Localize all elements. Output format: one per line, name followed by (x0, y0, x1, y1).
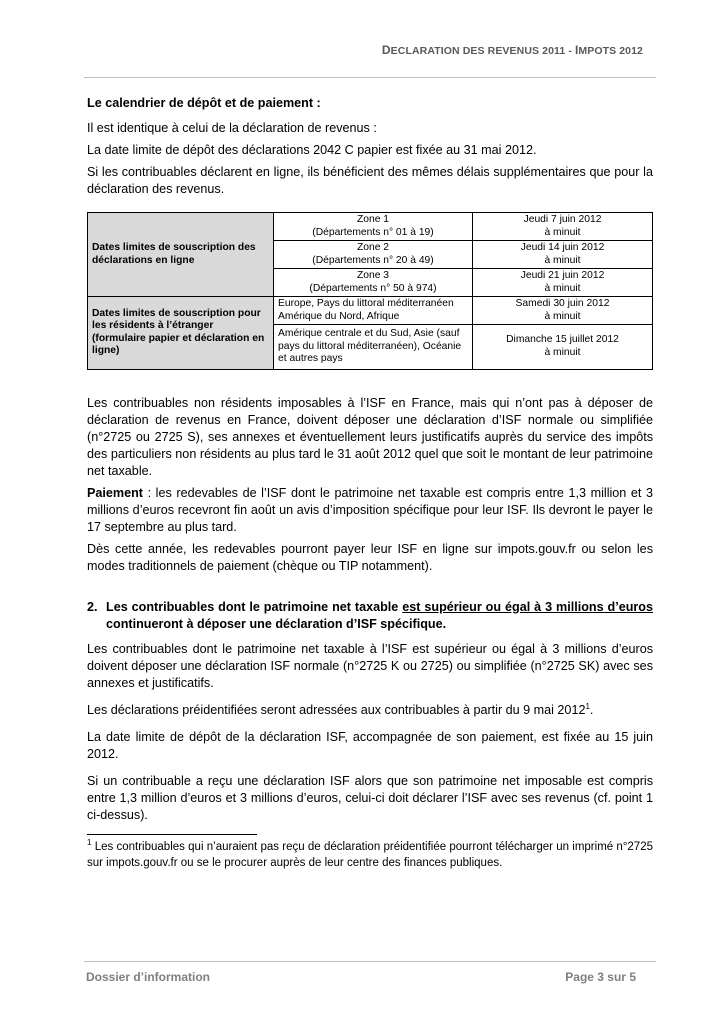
zone1-date-cell (473, 213, 653, 241)
header-d: D (381, 43, 391, 57)
zone3-date-cell (473, 269, 653, 297)
footnote-mark: 1 (87, 837, 92, 847)
zone3-depts: (Départements n° 50 à 974) (309, 282, 437, 294)
abroad1-region-cell: Europe, Pays du littoral méditerranéen Amérique du Nord, Afrique (274, 297, 473, 325)
zone3-time: à minuit (544, 282, 581, 294)
zone1-cell (274, 213, 473, 241)
heading-underlined: est supérieur ou égal à 3 millions d’euros (402, 599, 653, 614)
preidentified-text: Les déclarations préidentifiées seront adressées aux contribuables à partir du 9 mai 2012 (87, 702, 586, 717)
zone2-time: à minuit (544, 254, 581, 266)
table-row (88, 297, 653, 325)
abroad1-time: à minuit (544, 310, 581, 322)
table-row (88, 213, 653, 241)
footer-title: Dossier d’information (86, 970, 211, 984)
abroad2-date: Dimanche 15 juillet 2012 (506, 334, 619, 346)
payment-label: Paiement (87, 485, 143, 500)
section-2-title (87, 599, 653, 633)
section2-paragraph-1: Les contribuables dont le patrimoine net taxable à l’ISF est supérieur ou égal à 3 millions d’euros doivent déposer une déclaration ISF normale (n°2725 K ou 2725) ou simplifiée (n°2725 SK) avec ses annexes et justificatifs. (87, 641, 653, 690)
zone2-name: Zone 2 (356, 242, 390, 253)
payment-text: : les redevables de l’ISF dont le patrimoine net taxable est compris entre 1,3 million et 3 millions d’euros recevront fin août un avis d’imposition spécifique pour leur ISF. Ils devront le payer le 17 septembre au plus tard. (87, 485, 653, 534)
section-number: 2. (87, 599, 98, 614)
zone1-date: Jeudi 7 juin 2012 (523, 214, 602, 225)
page-number: Page 3 sur 5 (565, 970, 636, 984)
zone2-cell (274, 241, 473, 269)
abroad2-time: à minuit (544, 346, 581, 358)
preidentified-end: . (589, 702, 594, 717)
zone3-date: Jeudi 21 juin 2012 (520, 270, 605, 281)
footer-rule (84, 961, 656, 962)
calendar-paragraph-1: Il est identique à celui de la déclaration de revenus : (87, 121, 377, 135)
zone1-depts: (Départements n° 01 à 19) (312, 226, 434, 238)
zone2-date: Jeudi 14 juin 2012 (520, 242, 605, 253)
online-payment-paragraph: Dès cette année, les redevables pourront payer leur ISF en ligne sur impots.gouv.fr ou selon les modes traditionnels de paiement (chèque ou TIP notamment). (87, 541, 653, 573)
footnote-ref: 1 (585, 701, 590, 711)
section2-paragraph-3: La date limite de dépôt de la déclaration ISF, accompagnée de son paiement, est fixée au 15 juin 2012. (87, 729, 653, 761)
abroad1-date-cell (473, 297, 653, 325)
deadline-table (87, 212, 653, 370)
footnote-text: Les contribuables qui n’auraient pas reçu de déclaration préidentifiée pourront télécharger un imprimé n°2725 sur impots.gouv.fr ou se le procurer auprès de leur centre des finances publiques. (87, 840, 653, 869)
abroad1-date: Samedi 30 juin 2012 (515, 298, 610, 309)
header-mpots: MPOTS 2012 (578, 45, 643, 57)
nonresidents-paragraph: Les contribuables non résidents imposables à l’ISF en France, mais qui n’ont pas à déposer de déclaration de revenus en France, doivent déposer une déclaration d’ISF normale ou simplifiée (n°2725 ou 2725 S), ses annexes et éventuellement leurs justificatifs auprès du service des impôts des particuliers non résidents au plus tard le 31 août 2012 quel que soit le montant de leur patrimoine net taxable. (87, 395, 653, 478)
footnote-rule (87, 834, 257, 835)
header-rule (84, 77, 656, 78)
section2-paragraph-4: Si un contribuable a reçu une déclaration ISF alors que son patrimoine net imposable est compris entre 1,3 million d’euros et 3 millions d’euros, celui-ci doit déclarer l’ISF avec ses revenus (cf. point 1 ci-dessus). (87, 773, 653, 822)
heading-part-a: Les contribuables dont le patrimoine net taxable (106, 599, 403, 614)
abroad2-date-cell (473, 325, 653, 370)
page-content (87, 95, 653, 871)
section-heading (106, 599, 653, 633)
online-deadlines-label: Dates limites de souscription des déclarations en ligne (88, 213, 274, 297)
heading-part-b: continueront à déposer une déclaration d’ISF spécifique. (106, 616, 447, 631)
header-i: I (574, 43, 579, 57)
zone3-name: Zone 3 (356, 270, 390, 281)
calendar-paragraph-2: La date limite de dépôt des déclarations 2042 C papier est fixée au 31 mai 2012. (87, 143, 537, 157)
abroad2-region-cell: Amérique centrale et du Sud, Asie (sauf pays du littoral méditerranéen), Océanie et autres pays (274, 325, 473, 370)
footnote (87, 839, 653, 871)
header-eclaration: ECLARATION DES REVENUS 2011 - (390, 45, 575, 57)
calendar-title: Le calendrier de dépôt et de paiement : (87, 96, 321, 110)
abroad-deadlines-label: Dates limites de souscription pour les résidents à l’étranger (formulaire papier et déclaration en ligne) (88, 297, 274, 370)
section2-paragraph-2 (87, 702, 653, 719)
zone2-depts: (Départements n° 20 à 49) (312, 254, 434, 266)
zone1-name: Zone 1 (356, 214, 390, 225)
calendar-paragraph-3: Si les contribuables déclarent en ligne, ils bénéficient des mêmes délais supplémentaires que pour la déclaration des revenus. (87, 165, 653, 196)
zone2-date-cell (473, 241, 653, 269)
zone1-time: à minuit (544, 226, 581, 238)
running-header (382, 43, 643, 57)
zone3-cell (274, 269, 473, 297)
payment-paragraph (87, 485, 653, 536)
